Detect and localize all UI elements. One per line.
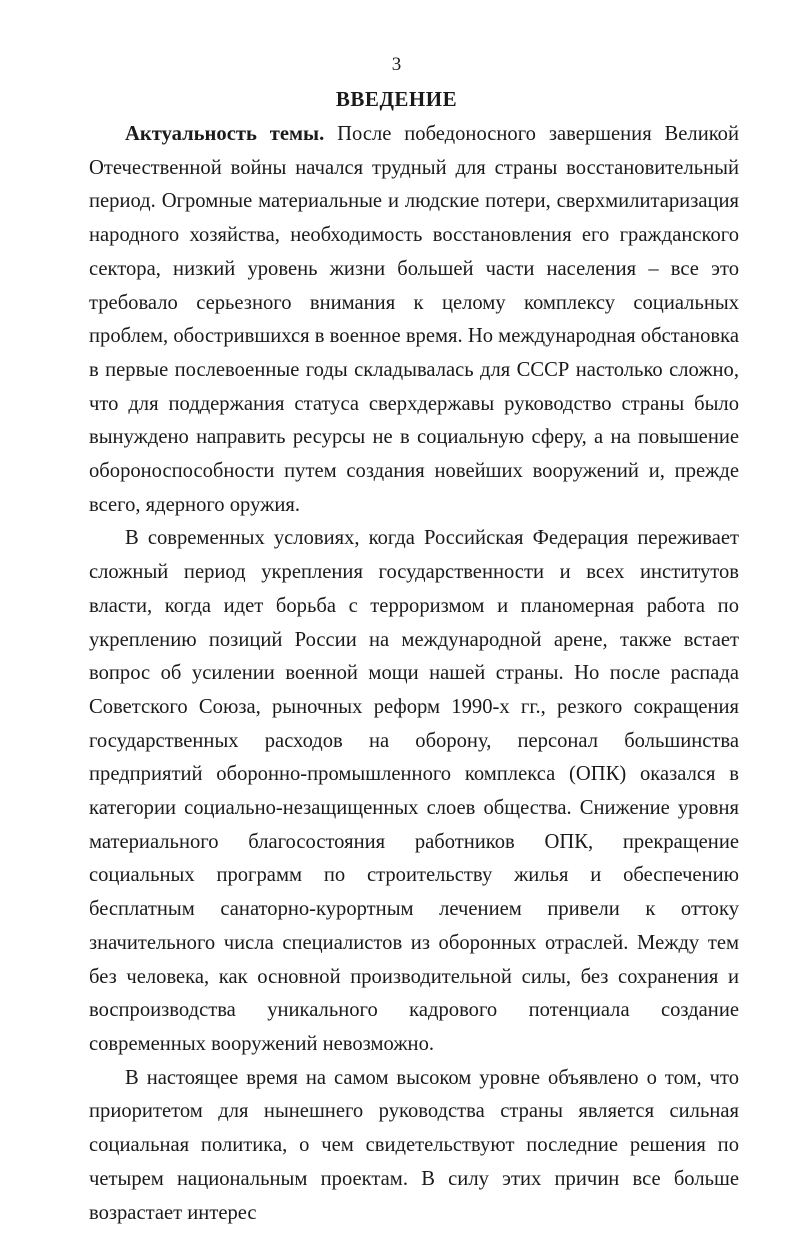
paragraph-text: После победоносного завершения Великой Отечественной войны начался трудный для страны восстановительный период. Огромные материальные и людские потери, сверхмилитаризация народного хозяйства, необходимость восстановления его гражданского сектора, низкий уровень жизни большей части населения – все это требовало серьезного внимания к целому комплексу социальных проблем, обострившихся в военное время. Но международная обстановка в первые послевоенные годы складывалась для СССР настолько сложно, что для поддержания статуса сверхдержавы руководство страны было вынуждено направить ресурсы не в социальную сферу, а на повышение обороноспособности путем создания новейших вооружений и, прежде всего, ядерного оружия. [89, 123, 739, 516]
paragraph-text: В современных условиях, когда Российская Федерация переживает сложный период укрепления государственности и всех институтов власти, когда идет борьба с терроризмом и планомерная работа по укреплению позиций России на международной арене, также встает вопрос об усилении военной мощи нашей страны. Но после распада Советского Союза, рыночных реформ 1990-х гг., резкого сокращения государственных расходов на оборону, персонал большинства предприятий оборонно-промышленного комплекса (ОПК) оказался в категории социально-незащищенных слоев общества. Снижение уровня материального благосостояния работников ОПК, прекращение социальных программ по строительству жилья и обеспечению бесплатным санаторно-курортным лечением привели к оттоку значительного числа специалистов из оборонных отраслей. Между тем без человека, как основной производительной силы, без сохранения и воспроизводства уникального кадрового потенциала создание современных вооружений невозможно. [89, 527, 739, 1055]
paragraph-lead: Актуальность темы. [125, 123, 325, 145]
page-number: 3 [391, 54, 402, 75]
paragraph-current-time [89, 1062, 739, 1231]
section-heading: ВВЕДЕНИЕ [335, 87, 458, 111]
body-text [89, 118, 739, 1230]
paragraph-relevance [89, 118, 739, 522]
paragraph-modern-conditions [89, 522, 739, 1061]
paragraph-text: В настоящее время на самом высоком уровне объявлено о том, что приоритетом для нынешнего руководства страны является сильная социальная политика, о чем свидетельствуют последние решения по четырем национальным проектам. В силу этих причин все больше возрастает интерес [89, 1066, 739, 1224]
